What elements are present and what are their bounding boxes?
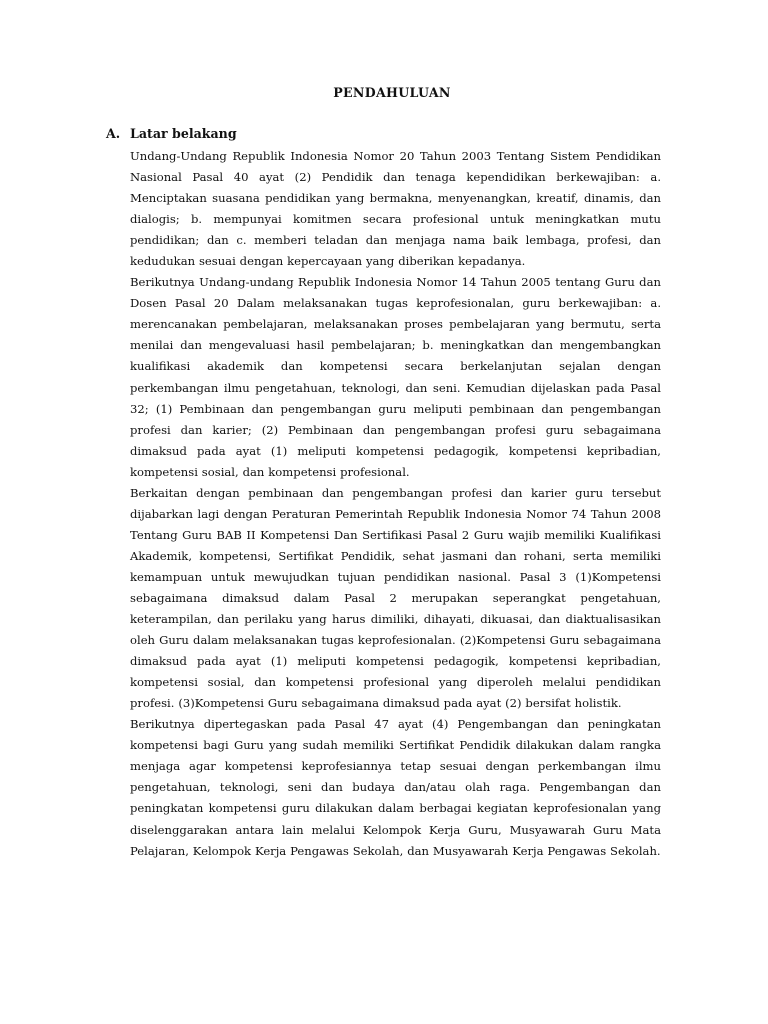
section-heading	[106, 126, 237, 141]
paragraph-3: Berkaitan dengan pembinaan dan pengembangan profesi dan karier guru tersebut dijabarkan lagi dengan Peraturan Pemerintah Republik Indonesia Nomor 74 Tahun 2008 Tentang Guru BAB II Kompetensi Dan Sertifikasi Pasal 2 Guru wajib memiliki Kualifikasi Akademik, kompetensi, Sertifikat Pendidik, sehat jasmani dan rohani, serta memiliki kemampuan untuk mewujudkan tujuan pendidikan nasional. Pasal 3 (1)Kompetensi sebagaimana dimaksud dalam Pasal 2 merupakan seperangkat pengetahuan, keterampilan, dan perilaku yang harus dimiliki, dihayati, dikuasai, dan diaktualisasikan oleh Guru dalam melaksanakan tugas keprofesionalan. (2)Kompetensi Guru sebagaimana dimaksud pada ayat (1) meliputi kompetensi pedagogik, kompetensi kepribadian, kompetensi sosial, dan kompetensi profesional yang diperoleh melalui pendidikan profesi. (3)Kompetensi Guru sebagaimana dimaksud pada ayat (2) bersifat holistik.	[130, 485, 661, 711]
body-text	[130, 146, 661, 862]
section-letter: A.	[106, 126, 121, 141]
paragraph-2: Berikutnya Undang-undang Republik Indonesia Nomor 14 Tahun 2005 tentang Guru dan Dosen Pasal 20 Dalam melaksanakan tugas keprofesionalan, guru berkewajiban: a. merencanakan pembelajaran, melaksanakan proses pembelajaran yang bermutu, serta menilai dan mengevaluasi hasil pembelajaran; b. meningkatkan dan mengembangkan kualifikasi akademik dan kompetensi secara berkelanjutan sejalan dengan perkembangan ilmu pengetahuan, teknologi, dan seni. Kemudian dijelaskan pada Pasal 32; (1) Pembinaan dan pengembangan guru meliputi pembinaan dan pengembangan profesi dan karier; (2) Pembinaan dan pengembangan profesi guru sebagaimana dimaksud pada ayat (1) meliputi kompetensi pedagogik, kompetensi kepribadian, kompetensi sosial, dan kompetensi profesional.	[130, 275, 661, 479]
section-heading-text: Latar belakang	[130, 126, 237, 141]
paragraph-4: Berikutnya dipertegaskan pada Pasal 47 ayat (4) Pengembangan dan peningkatan kompetensi bagi Guru yang sudah memiliki Sertifikat Pendidik dilakukan dalam rangka menjaga agar kompetensi keprofesiannya tetap sesuai dengan perkembangan ilmu pengetahuan, teknologi, seni dan budaya dan/atau olah raga. Pengembangan dan peningkatan kompetensi guru dilakukan dalam berbagai kegiatan keprofesionalan yang diselenggarakan antara lain melalui Kelompok Kerja Guru, Musyawarah Guru Mata Pelajaran, Kelompok Kerja Pengawas Sekolah, dan Musyawarah Kerja Pengawas Sekolah.	[130, 717, 661, 858]
paragraph-1: Undang-Undang Republik Indonesia Nomor 20 Tahun 2003 Tentang Sistem Pendidikan Nasional Pasal 40 ayat (2) Pendidik dan tenaga kependidikan berkewajiban: a. Menciptakan suasana pendidikan yang bermakna, menyenangkan, kreatif, dinamis, dan dialogis; b. mempunyai komitmen secara profesional untuk meningkatkan mutu pendidikan; dan c. memberi teladan dan menjaga nama baik lembaga, profesi, dan kedudukan sesuai dengan kepercayaan yang diberikan kepadanya.	[130, 149, 661, 269]
document-title: PENDAHULUAN	[333, 85, 451, 100]
